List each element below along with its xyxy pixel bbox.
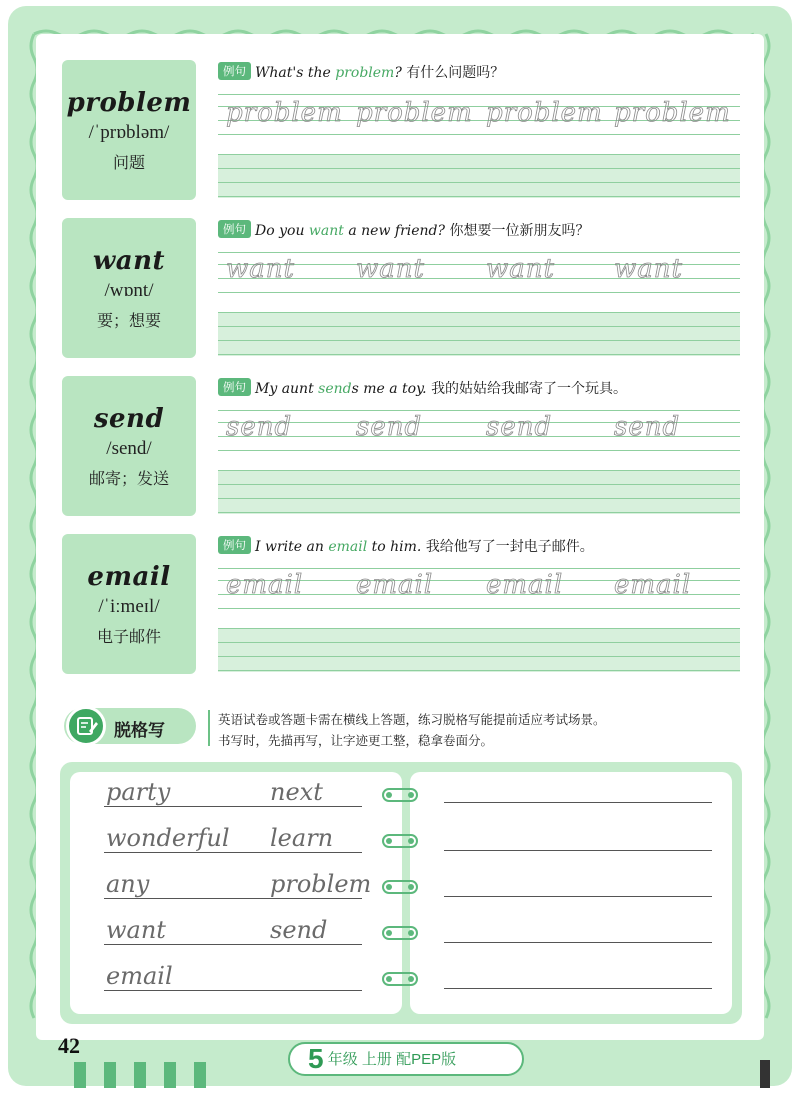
grade-text: 年级 上册 配PEP版 [327, 1051, 457, 1068]
tracing-word: problem [614, 98, 731, 128]
tracing-word: want [614, 254, 683, 284]
pencil-note-icon [66, 706, 106, 746]
binder-ring-icon [382, 788, 418, 802]
tracing-word: send [226, 412, 293, 442]
instruction-line-1: 英语试卷或答题卡需在横线上答题，练习脱格写能提前适应考试场景。 [218, 712, 606, 727]
example-tag: 例句 [218, 220, 251, 238]
practice-word: wonderful [106, 824, 230, 852]
word-title: email [87, 562, 171, 592]
tracing-word: email [226, 570, 304, 600]
binder-ring-icon [382, 834, 418, 848]
binder-ring-icon [382, 972, 418, 986]
tracing-word: want [486, 254, 555, 284]
example-tag: 例句 [218, 536, 251, 554]
word-phonetic: /wɒnt/ [104, 280, 154, 301]
word-title: problem [66, 88, 192, 118]
word-phonetic: /ˈiːmeɪl/ [98, 596, 160, 617]
word-meaning: 问题 [112, 153, 145, 172]
practice-word: learn [270, 824, 334, 852]
tracing-word: problem [356, 98, 473, 128]
highlighted-word: email [328, 539, 368, 555]
word-meaning: 要；想要 [96, 311, 161, 330]
practice-word: any [106, 870, 150, 898]
word-title: send [93, 404, 165, 434]
word-meaning: 电子邮件 [96, 627, 161, 646]
highlighted-word: send [318, 381, 352, 397]
tracing-word: want [226, 254, 295, 284]
binder-ring-icon [382, 926, 418, 940]
writing-lines [218, 566, 740, 674]
highlighted-word: want [308, 223, 344, 239]
word-meaning: 邮寄；发送 [88, 469, 169, 488]
word-phonetic: /send/ [106, 438, 152, 459]
writing-lines [218, 92, 740, 200]
tracing-word: send [486, 412, 553, 442]
tracing-word: problem [226, 98, 343, 128]
example-tag: 例句 [218, 378, 251, 396]
tracing-word: email [356, 570, 434, 600]
tracing-word: email [614, 570, 692, 600]
writing-lines [218, 408, 740, 516]
instruction-line-2: 书写时，先描再写，让字迹更工整，稳拿卷面分。 [218, 733, 494, 748]
word-title: want [92, 246, 166, 276]
example-sentence: 例句 Do you want a new friend? 你想要一位新朋友吗？ [218, 220, 589, 240]
practice-word: send [270, 916, 328, 944]
divider [208, 710, 210, 746]
binder-ring-icon [382, 880, 418, 894]
writing-lines [218, 250, 740, 358]
tracing-word: email [486, 570, 564, 600]
footer-grade [308, 1043, 456, 1075]
tracing-word: send [356, 412, 423, 442]
page-number: 42 [58, 1033, 80, 1058]
word-card-email [62, 534, 196, 674]
word-card-want [62, 218, 196, 358]
tracing-word: send [614, 412, 681, 442]
tracing-word: problem [486, 98, 603, 128]
example-sentence: 例句 I write an email to him. 我给他写了一封电子邮件。 [218, 536, 594, 556]
word-card-problem [62, 60, 196, 200]
grade-number: 5 [308, 1043, 324, 1074]
highlighted-word: problem [335, 65, 395, 81]
example-sentence: 例句 My aunt sends me a toy. 我的姑姑给我邮寄了一个玩具。 [218, 378, 627, 398]
word-card-send [62, 376, 196, 516]
tracing-word: want [356, 254, 425, 284]
practice-word: party [106, 778, 171, 806]
word-phonetic: /ˈprɒbləm/ [88, 122, 170, 143]
example-tag: 例句 [218, 62, 251, 80]
free-writing-label: 脱格写 [114, 721, 165, 741]
practice-word: problem [270, 870, 372, 898]
practice-word: next [270, 778, 323, 806]
practice-word: want [106, 916, 166, 944]
notebook-right-page [410, 772, 732, 1014]
practice-word: email [106, 962, 173, 990]
example-sentence: 例句 What's the problem? 有什么问题吗？ [218, 62, 504, 82]
